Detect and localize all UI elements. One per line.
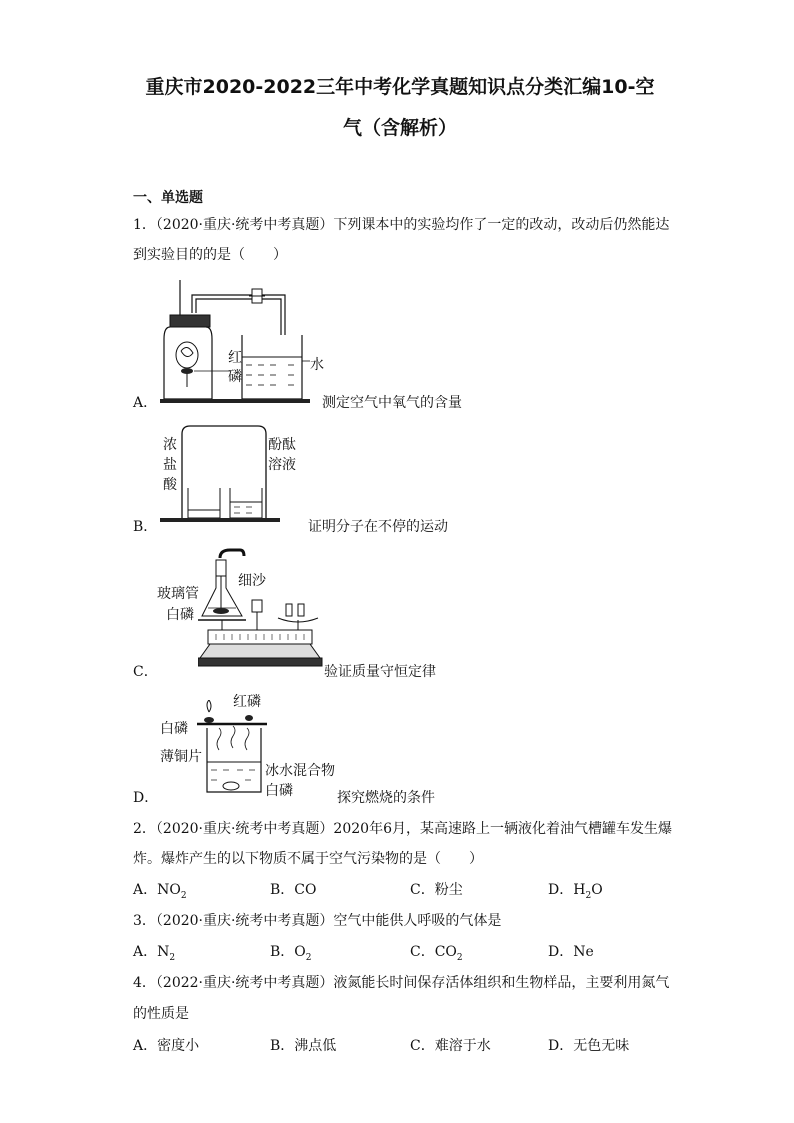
q1-option-a-letter: A．	[133, 395, 158, 411]
q2-stem-line2: 炸。爆炸产生的以下物质不属于空气污染物的是（ ）	[133, 851, 483, 867]
figure-d-combustion	[195, 700, 275, 800]
doc-title-line1: 重庆市2020-2022三年中考化学真题知识点分类汇编10-空	[145, 76, 655, 98]
q2-option-a[interactable]: A．$NO_2$	[133, 882, 187, 901]
section-heading: 一、单选题	[133, 190, 203, 206]
label-ice-water: 冰水混合物	[265, 763, 335, 779]
doc-title-line2: 气（含解析）	[342, 117, 457, 139]
q2-stem-line1: 2．（2020·重庆·统考中考真题）2020年6月，某高速路上一辆液化着油气槽罐车发生爆	[133, 821, 672, 837]
label-white-phosphorus-d2: 白磷	[265, 783, 293, 799]
q1-option-d-letter: D．	[133, 790, 159, 806]
label-water: 水	[310, 357, 324, 373]
q1-stem-line1: 1．（2020·重庆·统考中考真题）下列课本中的实验均作了一定的改动，改动后仍然能达	[133, 217, 670, 233]
q2-option-d[interactable]: D．$H_2O$	[548, 882, 603, 901]
figure-c-balance	[198, 548, 323, 673]
q3-option-b[interactable]: B．$O_2$	[270, 944, 312, 963]
label-phenolphthalein-2: 溶液	[268, 457, 296, 473]
q1-option-a-caption: 测定空气中氧气的含量	[322, 395, 462, 411]
q4-option-a[interactable]: A．密度小	[133, 1038, 200, 1054]
q4-stem-line2: 的性质是	[133, 1006, 189, 1022]
q1-option-c-letter: C．	[133, 664, 158, 680]
q1-stem-line2: 到实验目的的是（ ）	[133, 247, 287, 263]
label-copper-sheet: 薄铜片	[160, 749, 202, 765]
label-conc-hcl-2: 盐	[163, 457, 177, 473]
q1-option-b-letter: B．	[133, 519, 158, 535]
label-white-phosphorus-d1: 白磷	[160, 721, 188, 737]
q1-option-b-caption: 证明分子在不停的运动	[308, 519, 448, 535]
q3-option-d[interactable]: D．Ne	[548, 944, 594, 960]
label-fine-sand: 细沙	[238, 573, 266, 589]
label-conc-hcl-3: 酸	[163, 477, 177, 493]
label-glass-tube: 玻璃管	[157, 586, 199, 602]
q2-option-b[interactable]: B．CO	[270, 882, 317, 898]
q1-option-c-caption: 验证质量守恒定律	[324, 664, 436, 680]
label-phenolphthalein-1: 酚酞	[268, 437, 296, 453]
q3-option-c[interactable]: C．$CO_2$	[410, 944, 463, 963]
label-red-phosphorus-d: 红磷	[233, 694, 261, 710]
q1-option-d-caption: 探究燃烧的条件	[337, 790, 435, 806]
label-white-phosphorus-c: 白磷	[166, 607, 194, 623]
q4-option-c[interactable]: C．难溶于水	[410, 1038, 491, 1054]
q4-option-b[interactable]: B．沸点低	[270, 1038, 337, 1054]
q3-stem-line1: 3．（2020·重庆·统考中考真题）空气中能供人呼吸的气体是	[133, 913, 502, 929]
q4-option-d[interactable]: D．无色无味	[548, 1038, 630, 1054]
figure-a-apparatus	[150, 275, 320, 410]
label-red-phosphorus-2: 磷	[228, 369, 242, 385]
q3-option-a[interactable]: A．$N_2$	[133, 944, 176, 963]
q4-stem-line1: 4．（2022·重庆·统考中考真题）液氮能长时间保存活体组织和生物样品，主要利用氮气	[133, 975, 670, 991]
label-conc-hcl-1: 浓	[163, 437, 177, 453]
label-red-phosphorus-1: 红	[228, 350, 242, 366]
q2-option-c[interactable]: C．粉尘	[410, 882, 463, 898]
